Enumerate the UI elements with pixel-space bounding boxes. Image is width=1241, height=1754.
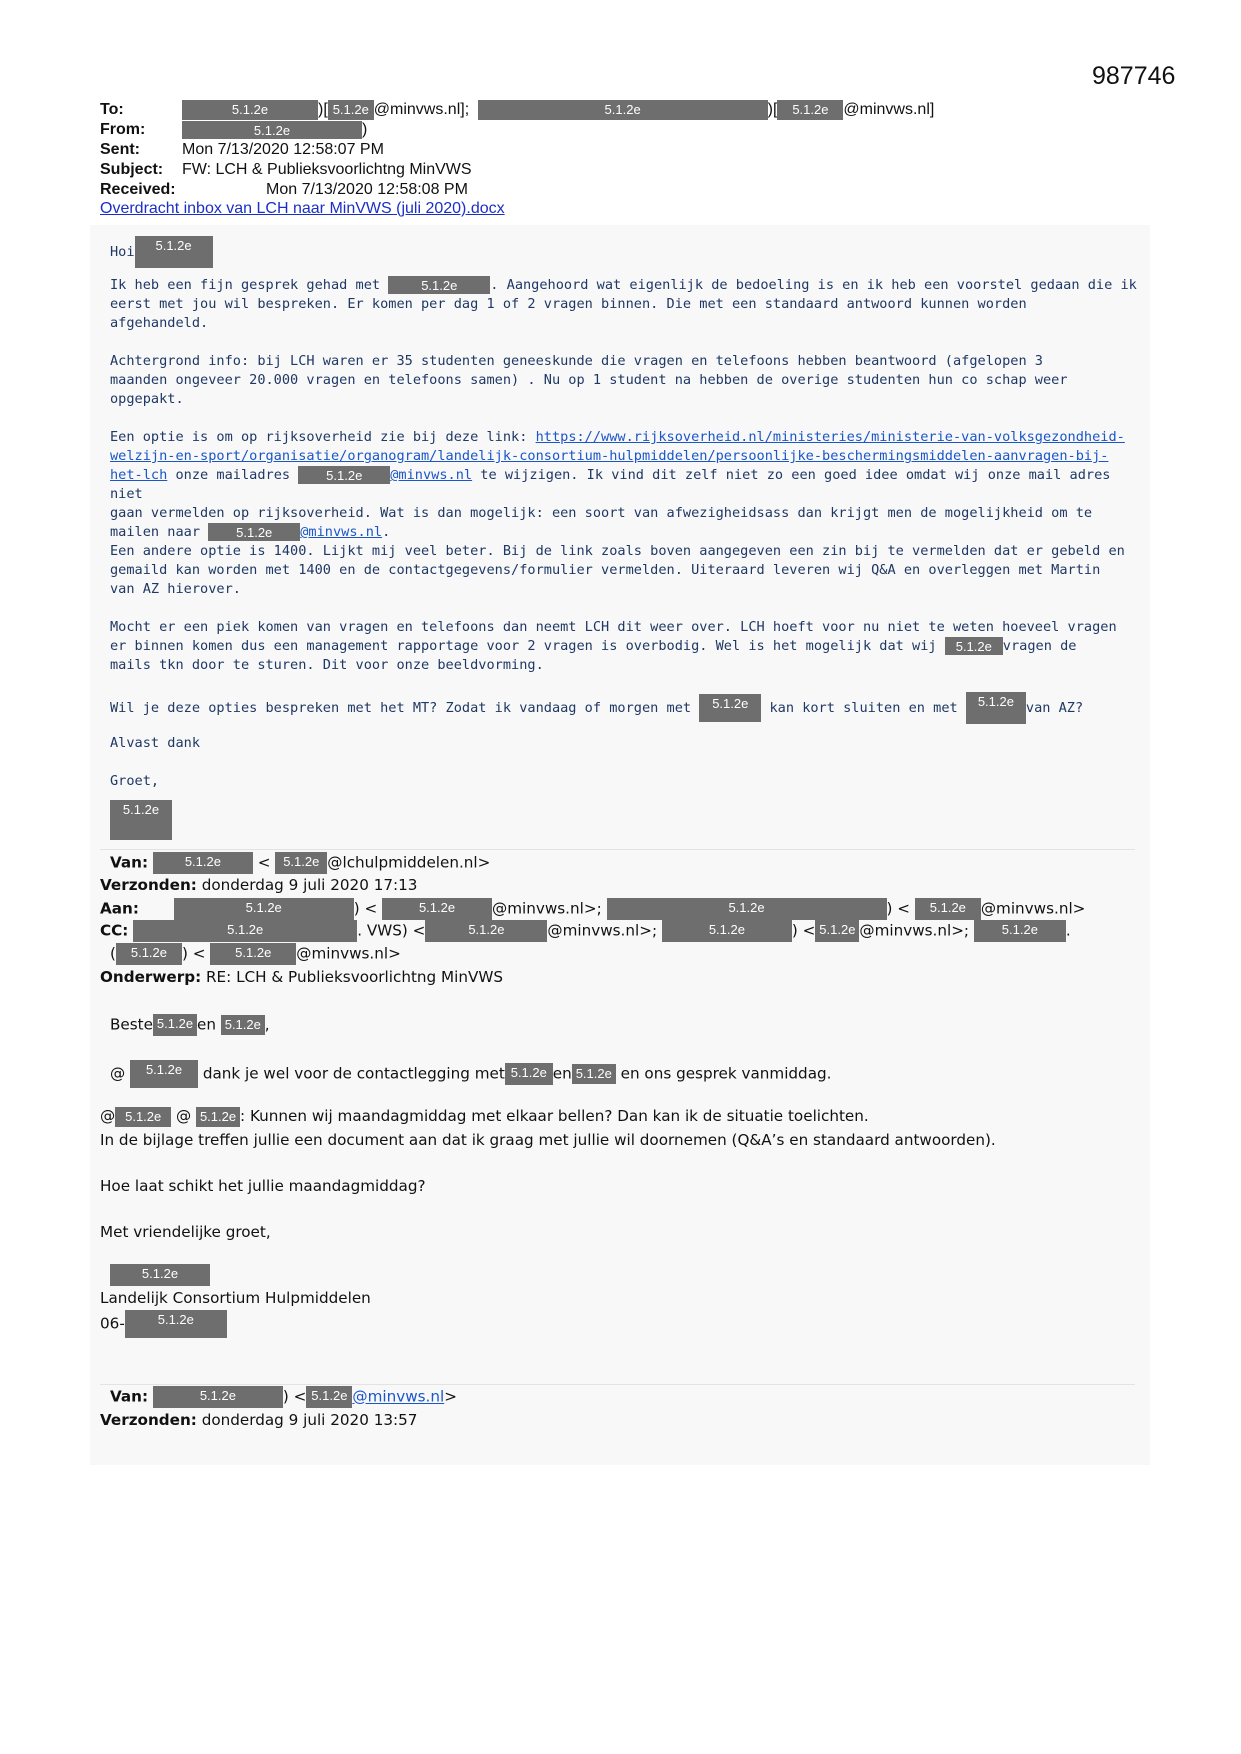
msg2-call-line: @ 5.1.2e @ 5.1.2e : Kunnen wij maandagmiddag met elkaar bellen? Dan kan ik de situatie toelichten.: [100, 1107, 869, 1125]
received-value: Mon 7/13/2020 12:58:08 PM: [266, 181, 468, 198]
msg2-closing: Met vriendelijke groet,: [100, 1223, 271, 1241]
redaction-box: 5.1.2e: [125, 1310, 227, 1338]
redaction-box: 5.1.2e: [607, 898, 887, 920]
paragraph-1: Ik heb een fijn gesprek gehad met 5.1.2e . Aangehoord wat eigenlijk de bedoeling is en ik heb een voorstel gedaan die ik eerst met jou wil bespreken. Er komen per dag 1 of 2 vragen binnen. Die met een standaard antwoord kunnen worden afgehandeld.: [110, 277, 1137, 331]
redaction-box: 5.1.2e: [153, 852, 253, 874]
redaction-box: 5.1.2e: [425, 920, 547, 942]
redaction-box: 5.1.2e: [208, 523, 300, 541]
redaction-box: 5.1.2e: [110, 800, 172, 840]
greeting-line: Hoi 5.1.2e: [110, 236, 1140, 268]
mail-link[interactable]: @minvws.nl: [390, 467, 473, 483]
redaction-box: 5.1.2e: [388, 276, 490, 294]
redaction-box: 5.1.2e: [135, 236, 213, 268]
message-panel: [90, 225, 1150, 1465]
redaction-box: 5.1.2e: [174, 898, 354, 920]
msg2-cc-row: CC: 5.1.2e . VWS) < 5.1.2e @minvws.nl>; 5.1.2e ) < 5.1.2e @minvws.nl>; 5.1.2e .: [100, 920, 1071, 942]
msg2-salutation: Beste 5.1.2e en 5.1.2e ,: [110, 1014, 270, 1036]
redaction-box: 5.1.2e: [196, 1107, 240, 1127]
redaction-box: 5.1.2e: [966, 692, 1026, 724]
redaction-box: 5.1.2e: [815, 920, 859, 942]
paragraph-4: Een andere optie is 1400. Lijkt mij veel beter. Bij de link zoals boven aangegeven een zin bij te vermelden dat er gebeld en gemaild kan worden met 1400 en de contactgegevens/formulier vermelden. Uiteraard leveren wij Q&A en overleggen met Martin van AZ hierover.: [110, 543, 1125, 597]
paragraph-3: Een optie is om op rijksoverheid zie bij deze link: https://www.rijksoverheid.nl/ministeries/ministerie-van-volksgezondheid- welzijn-en-sport/organisatie/organogram/landelijk-consortium-hulpmiddelen/persoonlijke-beschermingsmiddelen-aanvragen-bij- het-lch onze mailadres 5.1.2e @minvws.nl te wijzigen. Ik vind dit zelf niet zo een goed idee omdat wij onze mail adres niet gaan vermelden op rijksoverheid. Wat is dan mogelijk: een soort van afwezigheidsass dan krijgt men de mogelijkheid om te mailen naar 5.1.2e @minvws.nl.: [110, 429, 1125, 540]
redaction-box: 5.1.2e: [505, 1063, 553, 1085]
redaction-box: 5.1.2e: [210, 943, 296, 965]
mail-link[interactable]: @minvws.nl: [352, 1387, 445, 1406]
msg3-van-row: Van: 5.1.2e ) < 5.1.2e @minvws.nl>: [110, 1386, 457, 1408]
msg2-aan-row: Aan: 5.1.2e ) < 5.1.2e @minvws.nl>; 5.1.2e ) < 5.1.2e @minvws.nl>: [100, 898, 1085, 920]
attachment-link[interactable]: Overdracht inbox van LCH naar MinVWS (juli 2020).docx: [100, 200, 505, 217]
redaction-box: 5.1.2e: [153, 1386, 283, 1408]
redaction-box: 5.1.2e: [328, 100, 374, 120]
redaction-box: 5.1.2e: [915, 898, 981, 920]
paragraph-5: Mocht er een piek komen van vragen en telefoons dan neemt LCH dit weer over. LCH hoeft voor nu niet te weten hoeveel vragen er binnen komen dus een management rapportage voor 2 vragen is overbodig. Wel is het mogelijk dat wij 5.1.2e vragen de mails tkn door te sturen. Dit voor onze beeldvorming.: [110, 619, 1117, 673]
redaction-box: 5.1.2e: [182, 100, 318, 120]
redaction-box: 5.1.2e: [116, 943, 182, 965]
redaction-box: 5.1.2e: [699, 694, 761, 722]
subject-value: FW: LCH & Publieksvoorlichtng MinVWS: [182, 161, 472, 178]
sent-value: Mon 7/13/2020 12:58:07 PM: [182, 141, 384, 158]
msg2-cc-row-cont: ( 5.1.2e ) < 5.1.2e @minvws.nl>: [110, 943, 401, 965]
paragraph-2: Achtergrond info: bij LCH waren er 35 studenten geneeskunde die vragen en telefoons hebben beantwoord (afgelopen 3 maanden ongeveer 20.000 vragen en telefoons samen) . Nu op 1 student na hebben de overige studenten hun co schap weer opgepakt.: [110, 353, 1068, 407]
mail-link[interactable]: @minvws.nl: [300, 524, 383, 540]
redaction-box: 5.1.2e: [133, 920, 357, 942]
msg2-organisation: Landelijk Consortium Hulpmiddelen: [100, 1289, 371, 1307]
redaction-box: 5.1.2e: [275, 852, 327, 874]
msg2-attachment-line: In de bijlage treffen jullie een document aan dat ik graag met jullie wil doornemen (Q&A’s en standaard antwoorden).: [100, 1131, 996, 1149]
msg2-signature-name: [110, 1264, 210, 1286]
msg2-phone: 06- 5.1.2e: [100, 1310, 227, 1338]
rijksoverheid-link-cont[interactable]: welzijn-en-sport/organisatie/organogram/landelijk-consortium-hulpmiddelen/persoonlijke-beschermingsmiddelen-aanvragen-bij-: [110, 448, 1109, 464]
redaction-box: 5.1.2e: [110, 1264, 210, 1286]
msg2-question: Hoe laat schikt het jullie maandagmiddag?: [100, 1177, 426, 1195]
msg3-verzonden-row: Verzonden: donderdag 9 juli 2020 13:57: [100, 1411, 418, 1429]
msg2-onderwerp-row: Onderwerp: RE: LCH & Publieksvoorlichtng MinVWS: [100, 968, 503, 986]
message-separator: [100, 1384, 1135, 1385]
redaction-box: 5.1.2e: [153, 1014, 197, 1036]
redaction-box: 5.1.2e: [130, 1060, 198, 1088]
message-separator: [100, 849, 1135, 850]
redaction-box: 5.1.2e: [306, 1386, 352, 1408]
paragraph-6: Wil je deze opties bespreken met het MT? Zodat ik vandaag of morgen met 5.1.2e kan kort sluiten en met 5.1.2e van AZ?: [110, 692, 1140, 724]
closing-greeting: Groet,: [110, 773, 160, 789]
closing-thanks: Alvast dank: [110, 735, 201, 751]
redaction-box: 5.1.2e: [115, 1107, 171, 1127]
redaction-box: 5.1.2e: [572, 1064, 616, 1084]
redaction-box: 5.1.2e: [382, 898, 492, 920]
msg2-verzonden-row: Verzonden: donderdag 9 juli 2020 17:13: [100, 876, 418, 894]
redaction-box: 5.1.2e: [777, 100, 843, 120]
redaction-box: 5.1.2e: [662, 920, 792, 942]
signature: [110, 800, 1140, 840]
document-number: 987746: [1092, 62, 1176, 90]
redaction-box: 5.1.2e: [974, 920, 1066, 942]
rijksoverheid-link-end[interactable]: het-lch: [110, 467, 168, 483]
redaction-box: 5.1.2e: [182, 121, 362, 139]
redaction-box: 5.1.2e: [478, 100, 768, 120]
msg2-van-row: Van: 5.1.2e < 5.1.2e @lchulpmiddelen.nl>: [110, 852, 490, 874]
msg2-thanks-line: @ 5.1.2e dank je wel voor de contactlegging met 5.1.2e en 5.1.2e en ons gesprek vanmiddag.: [110, 1060, 831, 1088]
rijksoverheid-link[interactable]: https://www.rijksoverheid.nl/ministeries/ministerie-van-volksgezondheid-: [535, 429, 1125, 445]
redaction-box: 5.1.2e: [221, 1015, 265, 1035]
redaction-box: 5.1.2e: [945, 637, 1003, 655]
redaction-box: 5.1.2e: [298, 466, 390, 484]
